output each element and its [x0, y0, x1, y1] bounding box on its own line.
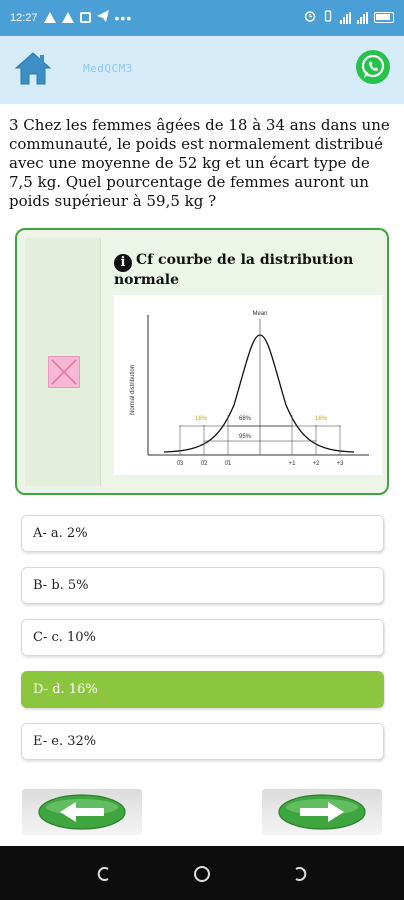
status-overflow: •••: [114, 9, 133, 26]
x-tick: 0̄1: [224, 461, 232, 467]
answer-option-a[interactable]: A- a. 2%: [21, 515, 384, 552]
info-icon: i: [114, 254, 132, 272]
normal-distribution-chart: [114, 295, 382, 475]
bell-curve: [164, 335, 354, 452]
answer-option-c[interactable]: C- c. 10%: [21, 619, 384, 656]
y-axis-label: Normal distribution: [130, 364, 136, 416]
image-icon: [80, 12, 91, 23]
app-header: [0, 36, 404, 104]
x-tick: 0̄3: [176, 461, 184, 467]
right-arrow-icon: [278, 793, 366, 831]
home-icon: [14, 50, 52, 88]
annotation-95: 95%: [238, 434, 252, 440]
explanation-heading: [114, 252, 374, 289]
answer-option-b[interactable]: B- b. 5%: [21, 567, 384, 604]
status-time: 12:27: [10, 11, 38, 24]
explanation-panel: [15, 228, 389, 495]
status-left: [10, 10, 132, 25]
whatsapp-button[interactable]: [356, 50, 390, 84]
close-icon: [49, 357, 79, 387]
warning-icon: [44, 12, 56, 23]
question-navigation: [22, 789, 382, 835]
annotation-center: 68%: [238, 416, 252, 422]
recent-apps-icon: [95, 865, 113, 883]
question-text: 3 Chez les femmes âgées de 18 à 34 ans dans une communauté, le poids est normalement distribué avec une moyenne de 52 kg et un écart type de 7,5 kg. Quel pourcentage de femmes auront un poids supérieur à 59,5 kg ?: [9, 116, 390, 210]
battery-icon: [374, 12, 394, 23]
left-arrow-icon: [38, 793, 126, 831]
app-title: MedQCM3: [83, 62, 133, 75]
panel-left-column: [25, 238, 101, 486]
x-tick: +3: [336, 461, 344, 467]
annotation-right-tail: 16%: [314, 416, 328, 422]
next-button[interactable]: [262, 789, 382, 835]
answer-option-d[interactable]: D- d. 16%: [21, 671, 384, 708]
x-tick: +2: [312, 461, 320, 467]
chart-svg: [114, 295, 382, 475]
explanation-title: Cf courbe de la distribution normale: [114, 252, 354, 288]
telegram-icon: [97, 10, 109, 25]
circle-home-icon: [193, 865, 211, 883]
whatsapp-icon: [356, 50, 390, 84]
close-explanation-button[interactable]: [48, 356, 80, 388]
answer-option-e[interactable]: E- e. 32%: [21, 723, 384, 760]
mean-label: Mean: [252, 311, 268, 317]
home-button[interactable]: [14, 50, 52, 88]
signal-icon: [340, 12, 351, 24]
status-right: [304, 10, 394, 25]
vibrate-icon: [322, 10, 334, 25]
alarm-icon: [304, 10, 316, 25]
recent-apps-button[interactable]: [95, 865, 113, 883]
back-icon: [291, 865, 309, 883]
explanation-content: [102, 238, 384, 486]
system-nav-bar: [0, 846, 404, 900]
system-home-button[interactable]: [193, 865, 211, 883]
status-bar: [0, 0, 404, 36]
annotation-left-tail: 16%: [194, 416, 208, 422]
x-tick: 0̄2: [200, 461, 208, 467]
alert-icon: [62, 12, 74, 23]
previous-button[interactable]: [22, 789, 142, 835]
x-tick: +1: [288, 461, 296, 467]
signal-2-icon: [357, 12, 368, 24]
back-button[interactable]: [291, 865, 309, 883]
